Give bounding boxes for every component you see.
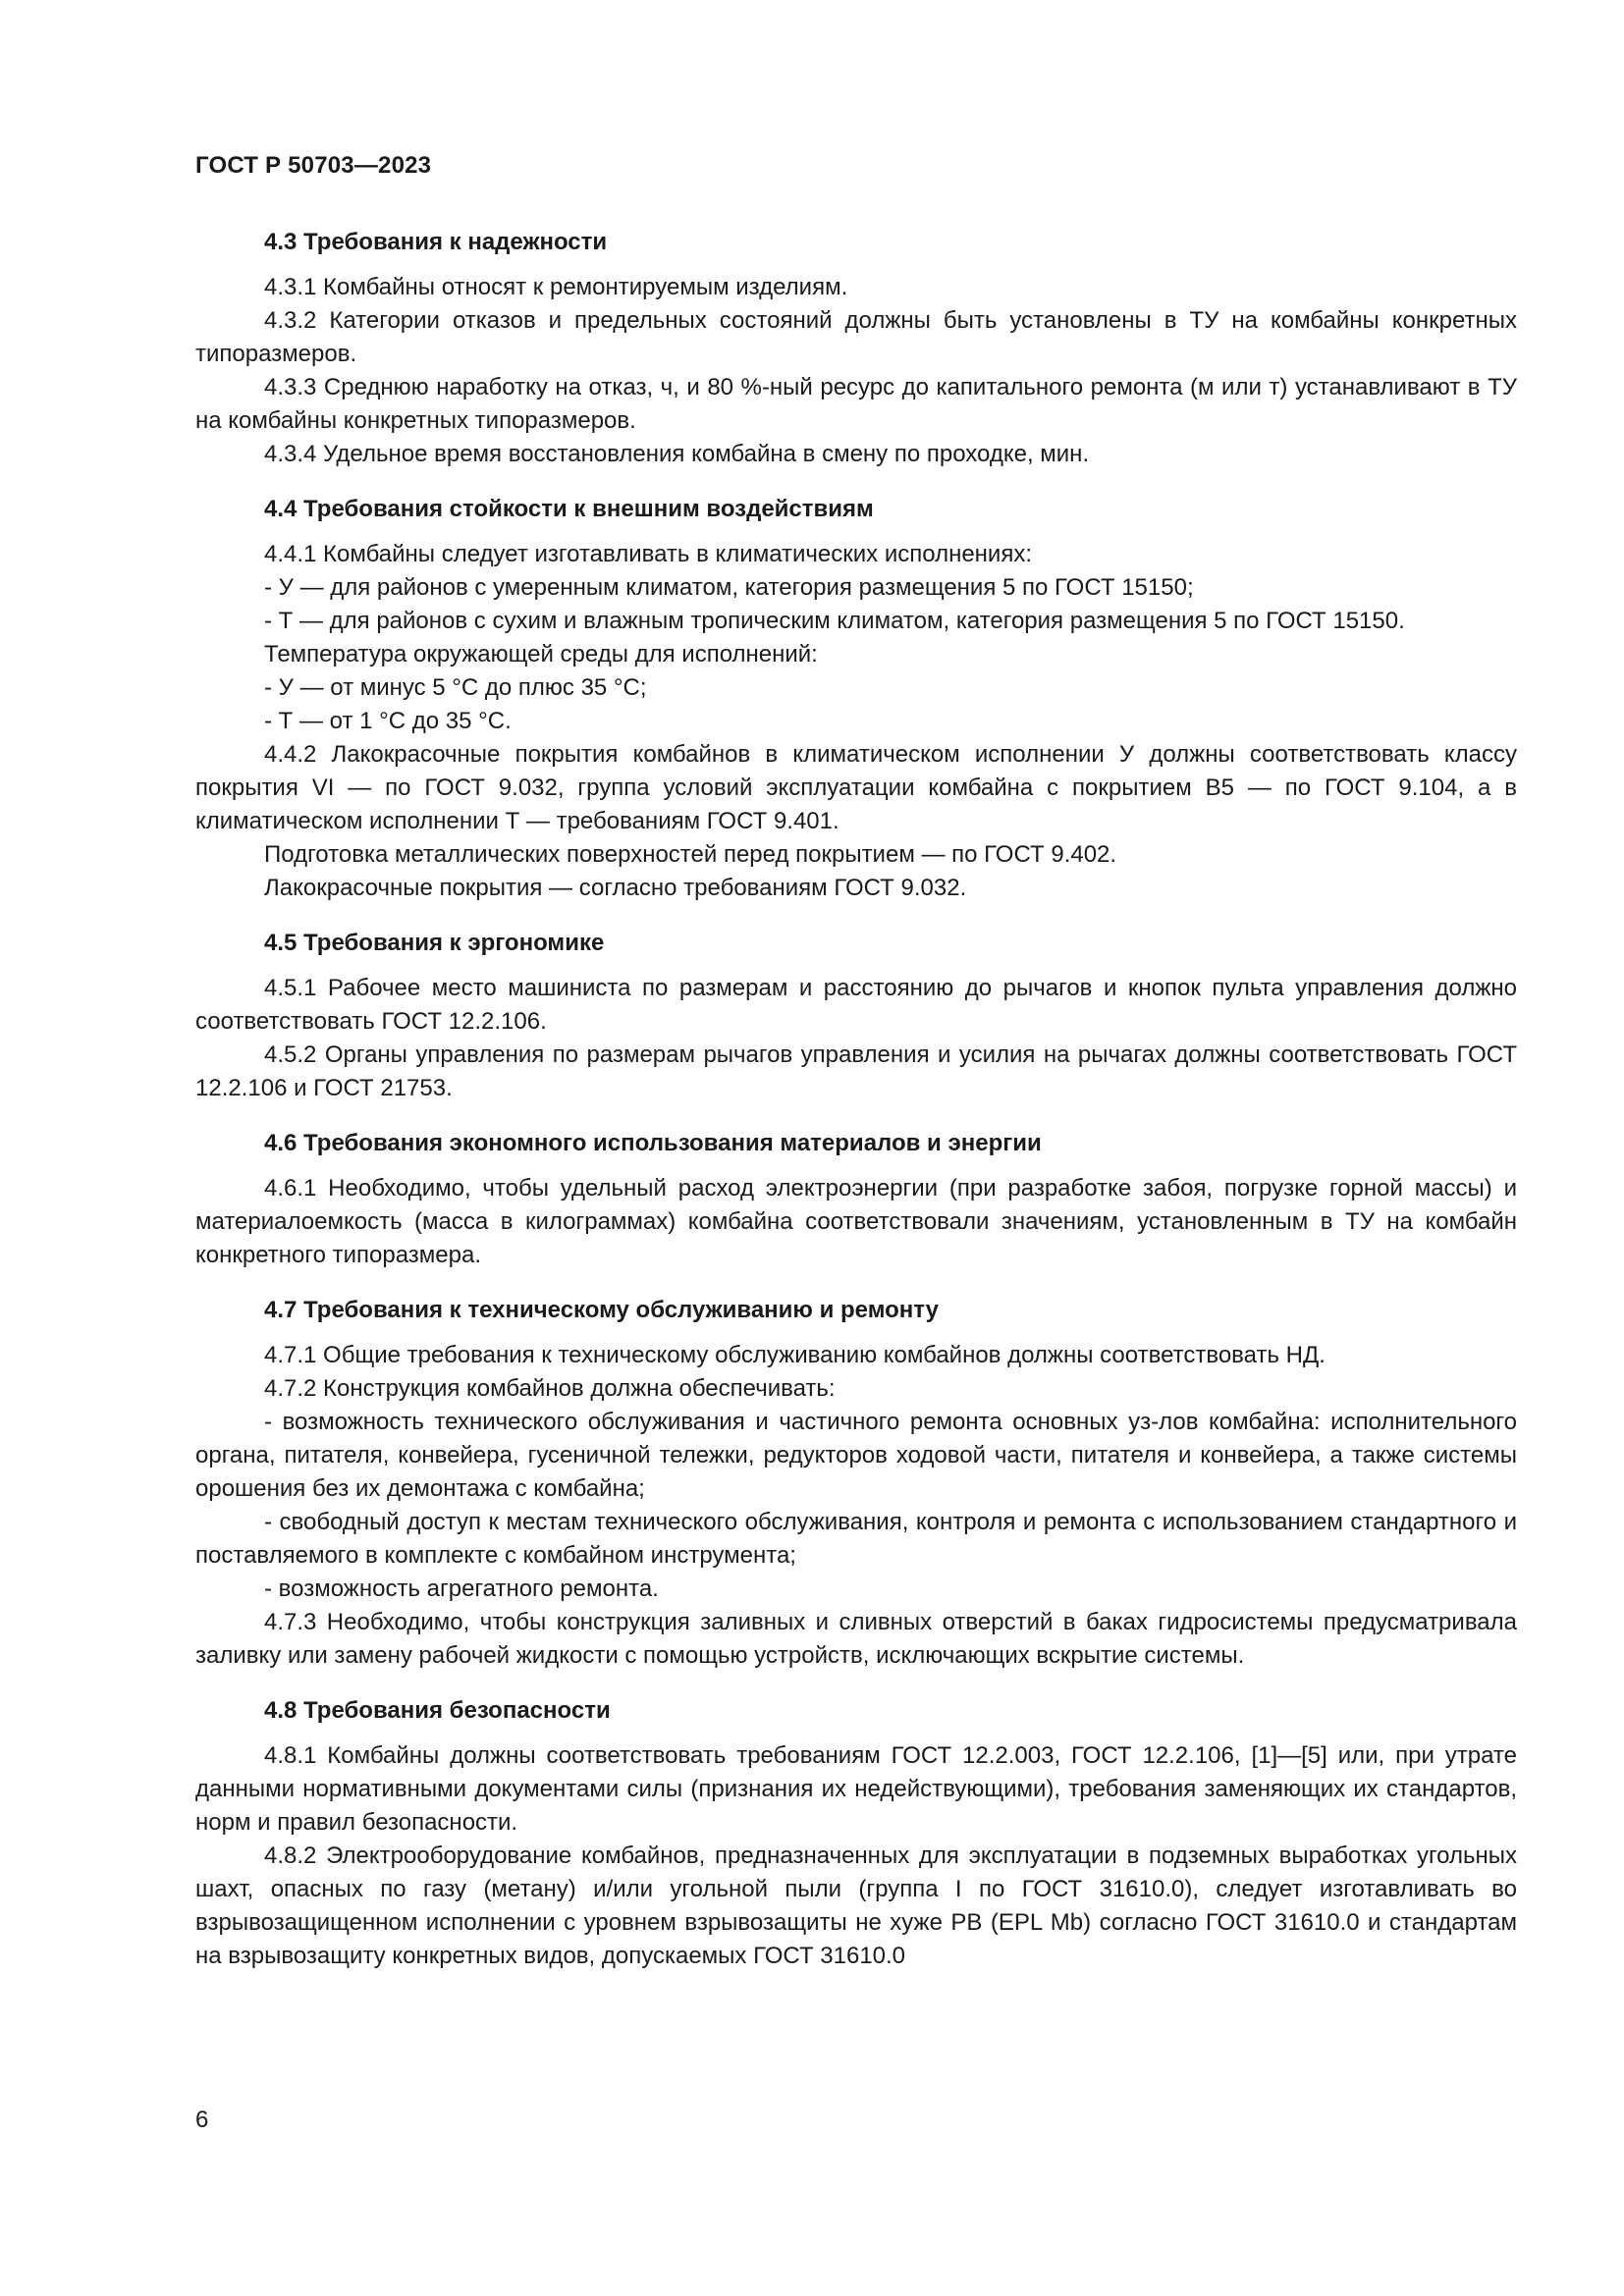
- section-heading: 4.8 Требования безопасности: [264, 1697, 611, 1724]
- paragraph: 4.3.1 Комбайны относят к ремонтируемым изделиям.: [264, 274, 848, 300]
- paragraph: Лакокрасочные покрытия — согласно требованиям ГОСТ 9.032.: [264, 875, 967, 901]
- paragraph: Подготовка металлических поверхностей перед покрытием — по ГОСТ 9.402.: [264, 841, 1117, 868]
- paragraph: Температура окружающей среды для исполнений:: [264, 641, 818, 667]
- paragraph: - У — от минус 5 °С до плюс 35 °С;: [264, 674, 647, 701]
- section-4-8: [195, 1694, 1517, 1973]
- paragraph: 4.8.1 Комбайны должны соответствовать требованиям ГОСТ 12.2.003, ГОСТ 12.2.106, [1]—[5] или, при утрате данными нормативными документами силы (признания их недействующими), требования заменяющих их стандартов, норм и правил безопасности.: [195, 1742, 1517, 1836]
- paragraph: - Т — от 1 °С до 35 °С.: [264, 708, 512, 734]
- section-4-4: [195, 493, 1517, 905]
- paragraph: 4.7.1 Общие требования к техническому обслуживанию комбайнов должны соответствовать НД.: [264, 1342, 1326, 1368]
- paragraph: 4.4.1 Комбайны следует изготавливать в климатических исполнениях:: [264, 541, 1032, 567]
- section-4-6: [195, 1127, 1517, 1272]
- document-id: ГОСТ Р 50703—2023: [195, 152, 432, 179]
- section-4-3: [195, 226, 1517, 471]
- section-heading: 4.6 Требования экономного использования материалов и энергии: [264, 1130, 1042, 1156]
- paragraph: 4.5.2 Органы управления по размерам рычагов управления и усилия на рычагах должны соответствовать ГОСТ 12.2.106 и ГОСТ 21753.: [195, 1041, 1517, 1101]
- paragraph: 4.3.3 Среднюю наработку на отказ, ч, и 80 %-ный ресурс до капитального ремонта (м или т) устанавливают в ТУ на комбайны конкретных типоразмеров.: [195, 374, 1517, 434]
- paragraph: 4.7.2 Конструкция комбайнов должна обеспечивать:: [264, 1375, 836, 1402]
- section-heading: 4.3 Требования к надежности: [264, 229, 608, 255]
- paragraph: 4.8.2 Электрооборудование комбайнов, предназначенных для эксплуатации в подземных выработках угольных шахт, опасных по газу (метану) и/или угольной пыли (группа I по ГОСТ 31610.0), следует изготавливать во взрывозащищенном исполнении с уровнем взрывозащиты не хуже РВ (EPL Mb) согласно ГОСТ 31610.0 и стандартам на взрывозащиту конкретных видов, допускаемых ГОСТ 31610.0: [195, 1842, 1517, 1969]
- section-heading: 4.7 Требования к техническому обслуживанию и ремонту: [264, 1297, 939, 1323]
- paragraph: 4.3.4 Удельное время восстановления комбайна в смену по проходке, мин.: [264, 441, 1090, 467]
- paragraph: - свободный доступ к местам технического обслуживания, контроля и ремонта с использованием стандартного и поставляемого в комплекте с комбайном инструмента;: [195, 1509, 1517, 1569]
- paragraph: - Т — для районов с сухим и влажным тропическим климатом, категория размещения 5 по ГОСТ 15150.: [264, 608, 1405, 634]
- section-heading: 4.4 Требования стойкости к внешним воздействиям: [264, 496, 874, 522]
- section-4-5: [195, 927, 1517, 1105]
- page-number: 6: [195, 2107, 209, 2133]
- paragraph: - возможность агрегатного ремонта.: [264, 1575, 659, 1602]
- paragraph: - возможность технического обслуживания и частичного ремонта основных уз-лов комбайна: исполнительного органа, питателя, конвейера, гусеничной тележки, редукторов ходовой части, питателя и конвейера, а также системы орошения без их демонтажа с комбайна;: [195, 1409, 1517, 1502]
- paragraph: 4.4.2 Лакокрасочные покрытия комбайнов в климатическом исполнении У должны соответствовать классу покрытия VI — по ГОСТ 9.032, группа условий эксплуатации комбайна с покрытием В5 — по ГОСТ 9.104, а в климатическом исполнении Т — требованиям ГОСТ 9.401.: [195, 741, 1517, 834]
- paragraph: 4.7.3 Необходимо, чтобы конструкция заливных и сливных отверстий в баках гидросистемы предусматривала заливку или замену рабочей жидкости с помощью устройств, исключающих вскрытие системы.: [195, 1609, 1517, 1669]
- paragraph: 4.3.2 Категории отказов и предельных состояний должны быть установлены в ТУ на комбайны конкретных типоразмеров.: [195, 307, 1517, 367]
- document-body: [195, 226, 1517, 1995]
- paragraph: 4.6.1 Необходимо, чтобы удельный расход электроэнергии (при разработке забоя, погрузке горной массы) и материалоемкость (масса в килограммах) комбайна соответствовали значениям, установленным в ТУ на комбайн конкретного типоразмера.: [195, 1175, 1517, 1268]
- section-heading: 4.5 Требования к эргономике: [264, 930, 605, 956]
- paragraph: 4.5.1 Рабочее место машиниста по размерам и расстоянию до рычагов и кнопок пульта управления должно соответствовать ГОСТ 12.2.106.: [195, 975, 1517, 1035]
- paragraph: - У — для районов с умеренным климатом, категория размещения 5 по ГОСТ 15150;: [264, 574, 1194, 601]
- section-4-7: [195, 1294, 1517, 1673]
